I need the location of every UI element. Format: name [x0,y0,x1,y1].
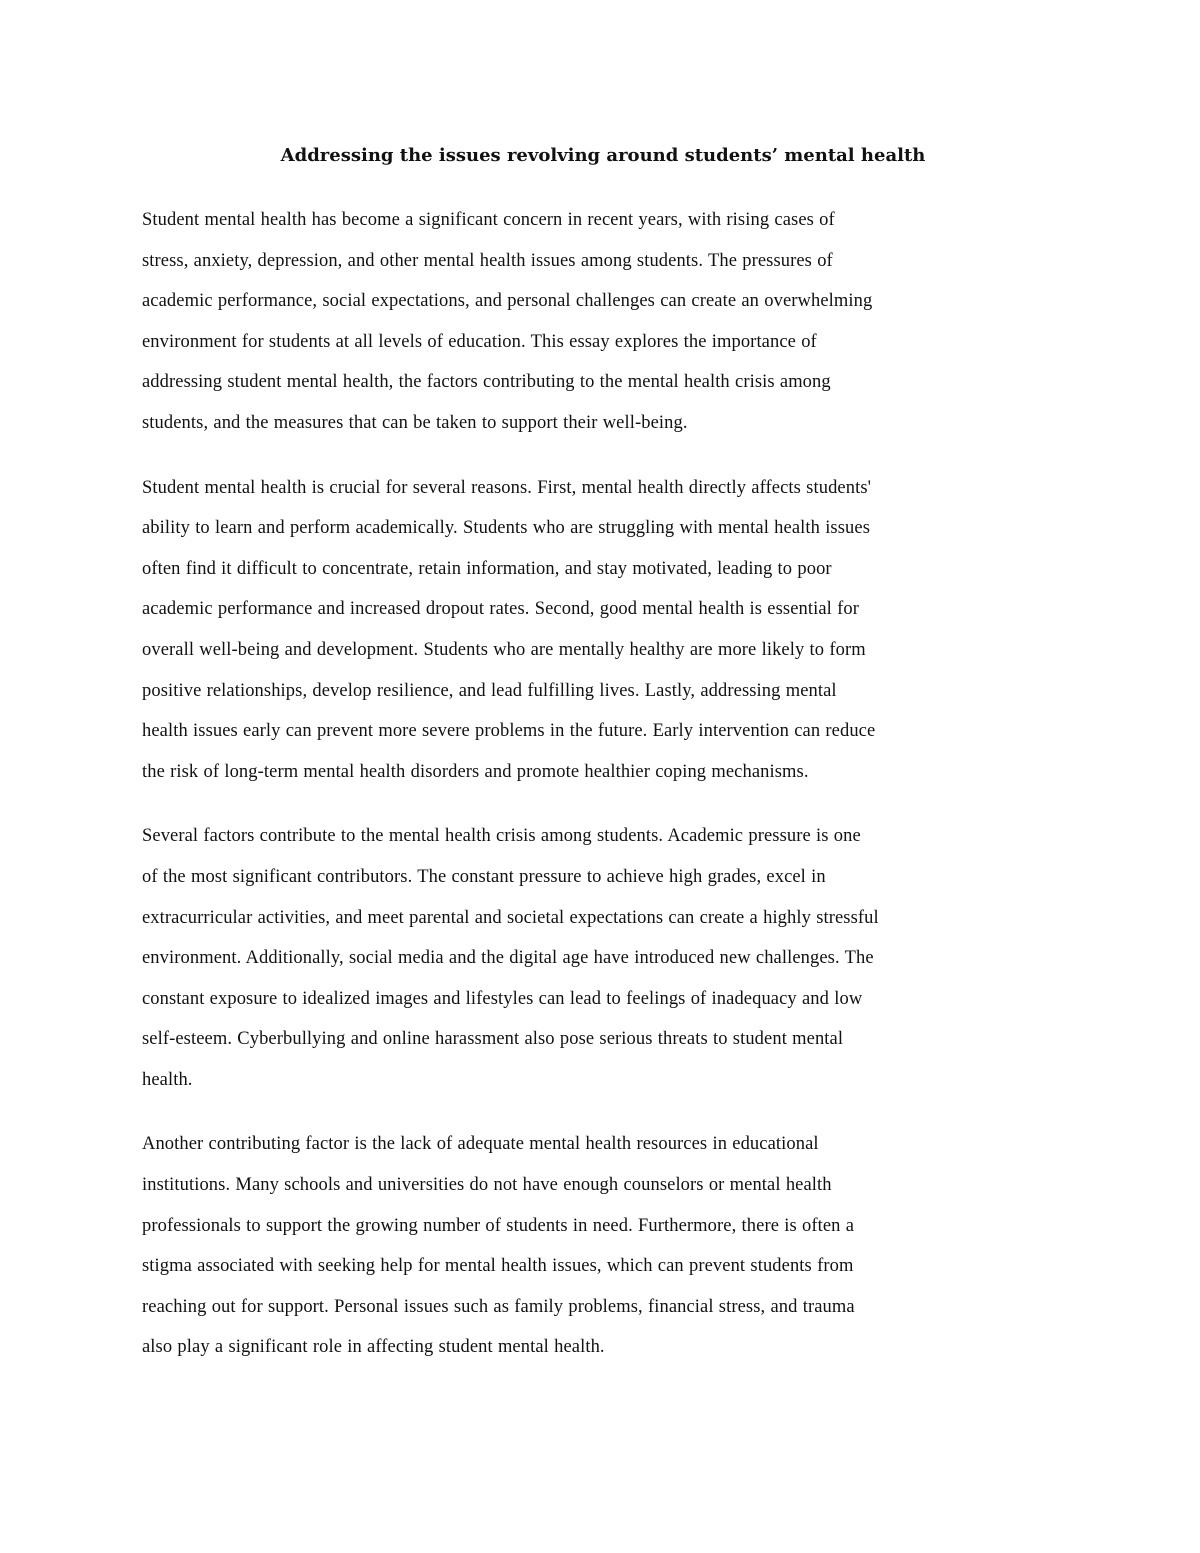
paragraph-line: the risk of long-term mental health disorders and promote healthier coping mechanisms. [142,761,809,782]
paragraph-line: Another contributing factor is the lack of adequate mental health resources in educational [142,1134,819,1155]
paragraph-line: overall well-being and development. Students who are mentally healthy are more likely to form [142,639,866,660]
paragraph-line: professionals to support the growing number of students in need. Furthermore, there is often a [142,1215,855,1236]
paragraph-line: Student mental health has become a significant concern in recent years, with rising cases of [142,210,835,230]
paragraph-line: of the most significant contributors. The constant pressure to achieve high grades, excel in [142,866,826,887]
paragraph-3 [142,816,1064,1100]
paragraph-line: stigma associated with seeking help for mental health issues, which can prevent students from [142,1256,854,1277]
paragraph-line: environment. Additionally, social media and the digital age have introduced new challenges. The [142,948,874,969]
paragraph-line: extracurricular activities, and meet parental and societal expectations can create a highly stressful [142,907,879,928]
document-body [142,136,1064,1392]
paragraph-line: ability to learn and perform academically. Students who are struggling with mental health issues [142,518,870,539]
paragraph-line: students, and the measures that can be taken to support their well-being. [142,412,688,433]
paragraph-line: positive relationships, develop resilience, and lead fulfilling lives. Lastly, addressing mental [142,680,837,701]
document-title: Addressing the issues revolving around students’ mental health [280,145,926,166]
paragraph-4 [142,1124,1064,1368]
paragraph-line: Student mental health is crucial for several reasons. First, mental health directly affects students' [142,477,872,498]
paragraph-line: addressing student mental health, the factors contributing to the mental health crisis among [142,372,831,393]
paragraph-line: academic performance, social expectations, and personal challenges can create an overwhelming [142,291,873,312]
paragraph-line: often find it difficult to concentrate, retain information, and stay motivated, leading to poor [142,558,832,579]
paragraph-line: environment for students at all levels of education. This essay explores the importance of [142,331,817,352]
paragraph-line: institutions. Many schools and universities do not have enough counselors or mental health [142,1175,832,1196]
paragraph-line: reaching out for support. Personal issues such as family problems, financial stress, and trauma [142,1296,855,1317]
paragraph-line: health issues early can prevent more severe problems in the future. Early intervention can reduce [142,721,876,742]
paragraph-line: also play a significant role in affecting student mental health. [142,1337,605,1358]
paragraph-line: stress, anxiety, depression, and other mental health issues among students. The pressures of [142,250,833,271]
paragraph-line: academic performance and increased dropout rates. Second, good mental health is essential for [142,599,859,620]
paragraph-line: Several factors contribute to the mental health crisis among students. Academic pressure is one [142,826,861,847]
paragraph-1 [142,200,1064,444]
paragraph-2 [142,468,1064,793]
paragraph-line: self-esteem. Cyberbullying and online harassment also pose serious threats to student mental [142,1029,844,1050]
paragraph-line: health. [142,1069,193,1090]
paragraph-line: constant exposure to idealized images and lifestyles can lead to feelings of inadequacy and low [142,988,863,1009]
